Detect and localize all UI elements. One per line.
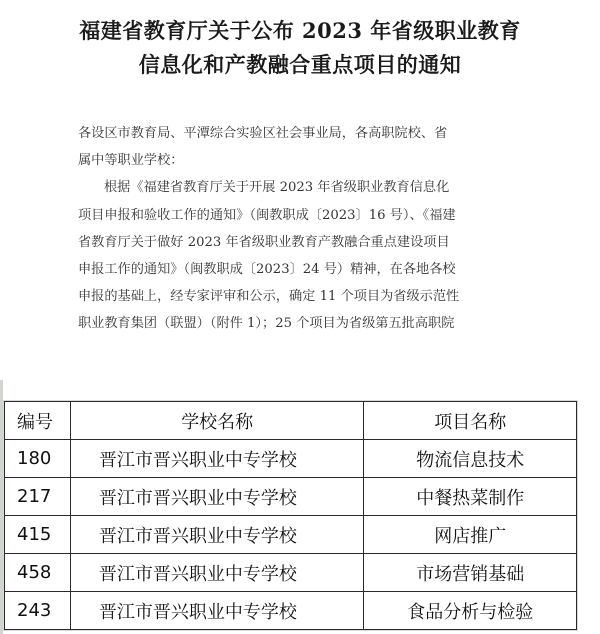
header-id: 编号 [5, 402, 71, 440]
cell-id: 415 [5, 516, 71, 554]
paragraph-line-5: 申报的基础上，经专家评审和公示，确定 11 个项目为省级示范性 [78, 289, 460, 305]
cell-school: 晋江市晋兴职业中专学校 [70, 554, 364, 592]
cell-school: 晋江市晋兴职业中专学校 [70, 478, 364, 516]
title-line-1: 福建省教育厅关于公布 2023 年省级职业教育 [79, 18, 521, 43]
cell-school: 晋江市晋兴职业中专学校 [70, 592, 364, 630]
cell-id: 243 [5, 592, 71, 630]
paragraph-line-1: 根据《福建省教育厅关于开展 2023 年省级职业教育信息化 [104, 180, 450, 196]
addressee-line-2: 属中等职业学校： [78, 153, 184, 169]
cell-id: 180 [5, 440, 71, 478]
table-row [5, 554, 577, 592]
table-row [5, 478, 577, 516]
header-project: 项目名称 [364, 402, 577, 440]
table-row [5, 592, 577, 630]
paragraph-line-2: 项目申报和验收工作的通知》（闽教职成〔2023〕16 号）、《福建 [78, 207, 456, 223]
cell-project: 物流信息技术 [364, 440, 577, 478]
schools-table-container [3, 400, 578, 631]
cell-project: 中餐热菜制作 [364, 478, 577, 516]
title-line-2: 信息化和产教融合重点项目的通知 [138, 52, 462, 77]
cell-school: 晋江市晋兴职业中专学校 [70, 440, 364, 478]
document-body [78, 120, 528, 338]
cell-id: 458 [5, 554, 71, 592]
cell-project: 食品分析与检验 [364, 592, 577, 630]
cell-id: 217 [5, 478, 71, 516]
table-row [5, 440, 577, 478]
cell-project: 网店推广 [364, 516, 577, 554]
paragraph-line-3: 省教育厅关于做好 2023 年省级职业教育产教融合重点建设项目 [78, 234, 450, 250]
paragraph-line-6: 职业教育集团（联盟）（附件 1）；25 个项目为省级第五批高职院 [78, 316, 455, 332]
addressee-line-1: 各设区市教育局、平潭综合实验区社会事业局，各高职院校、省 [78, 126, 448, 141]
paragraph-line-4: 申报工作的通知》（闽教职成〔2023〕24 号）精神，在各地各校 [78, 262, 456, 278]
table-row [5, 516, 577, 554]
header-school: 学校名称 [70, 402, 364, 440]
cell-project: 市场营销基础 [364, 554, 577, 592]
document-title [0, 14, 600, 82]
table-header-row [5, 402, 577, 440]
cell-school: 晋江市晋兴职业中专学校 [70, 516, 364, 554]
schools-table [4, 401, 577, 630]
